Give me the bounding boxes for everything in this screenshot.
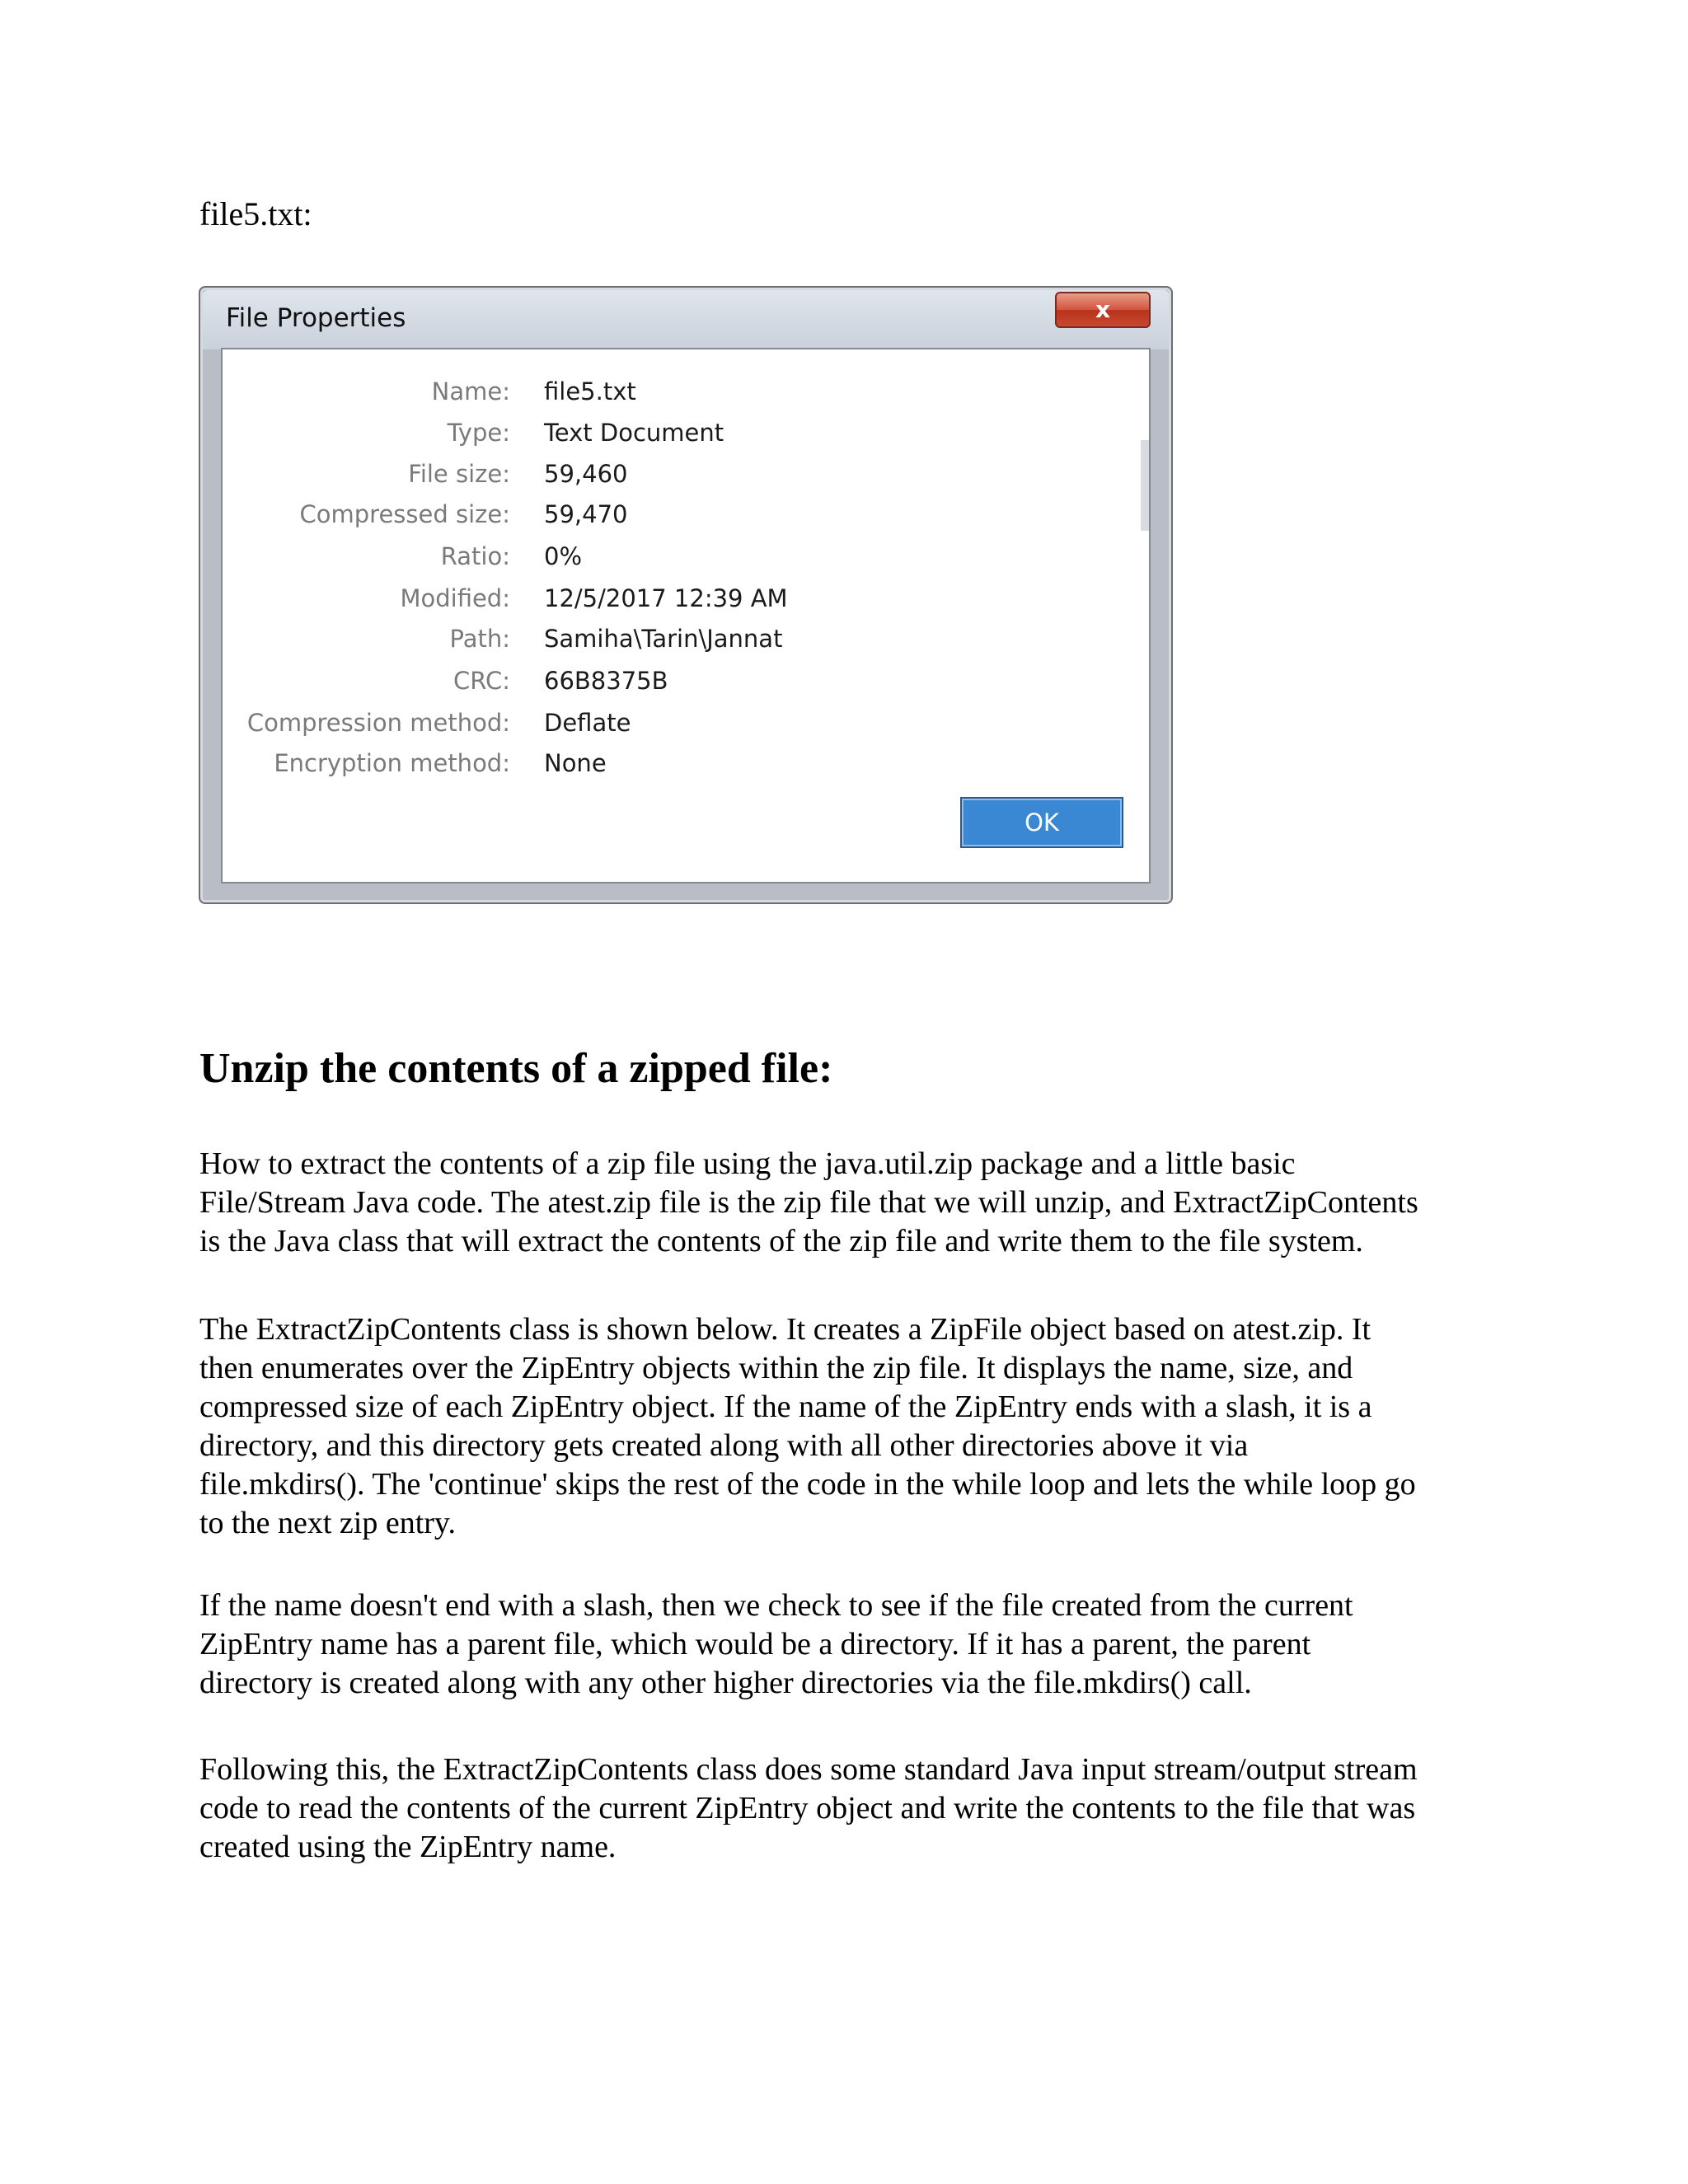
property-row-file-size	[223, 460, 1149, 496]
property-value: 66B8375B	[544, 667, 668, 695]
property-value: 12/5/2017 12:39 AM	[544, 584, 788, 612]
paragraph-intro	[199, 1145, 1490, 1261]
paragraph-parent-directory	[199, 1586, 1490, 1703]
property-label: Compression method:	[246, 709, 510, 737]
dialog-title-bar	[203, 290, 1169, 349]
property-value: Samiha\Tarin\Jannat	[544, 625, 783, 653]
paragraph-line: compressed size of each ZipEntry object. If the name of the ZipEntry ends with a slash, it is a	[199, 1390, 1372, 1424]
paragraph-line: to the next zip entry.	[199, 1506, 456, 1540]
paragraph-line: file.mkdirs(). The 'continue' skips the rest of the code in the while loop and lets the while loop go	[199, 1467, 1416, 1502]
paragraph-stream-copy	[199, 1750, 1490, 1867]
property-row-modified	[223, 584, 1149, 621]
property-row-name	[223, 377, 1149, 414]
paragraph-line: The ExtractZipContents class is shown below. It creates a ZipFile object based on atest.zip. It	[199, 1312, 1372, 1347]
dialog-title: File Properties	[226, 303, 406, 333]
close-icon: x	[1095, 296, 1111, 323]
section-heading: Unzip the contents of a zipped file:	[199, 1045, 833, 1092]
paragraph-line: directory, and this directory gets created along with all other directories above it via	[199, 1428, 1249, 1463]
property-label: Ratio:	[440, 542, 510, 570]
paragraph-line: Following this, the ExtractZipContents class does some standard Java input stream/output stream	[199, 1752, 1418, 1787]
file-caption: file5.txt:	[199, 195, 312, 232]
paragraph-line: created using the ZipEntry name.	[199, 1830, 617, 1864]
property-label: CRC:	[453, 667, 510, 695]
file-properties-dialog-screenshot	[199, 286, 1173, 904]
scrollbar[interactable]	[1141, 440, 1149, 531]
property-label: Path:	[449, 625, 510, 653]
property-row-ratio	[223, 542, 1149, 579]
property-label: Encryption method:	[274, 749, 510, 777]
property-label: Type:	[447, 419, 510, 447]
property-label: Name:	[431, 377, 510, 405]
property-label: Modified:	[400, 584, 510, 612]
property-label: Compressed size:	[299, 500, 510, 528]
paragraph-line: If the name doesn't end with a slash, then we check to see if the file created from the current	[199, 1588, 1353, 1623]
property-value: 59,470	[544, 500, 628, 528]
property-row-compression-method	[223, 709, 1149, 745]
dialog-content	[221, 348, 1151, 883]
close-button[interactable]	[1055, 292, 1151, 328]
property-row-path	[223, 625, 1149, 661]
paragraph-line: File/Stream Java code. The atest.zip file is the zip file that we will unzip, and ExtractZipContents	[199, 1185, 1418, 1220]
paragraph-line: code to read the contents of the current ZipEntry object and write the contents to the file that was	[199, 1791, 1416, 1825]
paragraph-class-description	[199, 1310, 1490, 1543]
property-row-type	[223, 419, 1149, 455]
property-label: File size:	[408, 460, 510, 488]
paragraph-line: ZipEntry name has a parent file, which would be a directory. If it has a parent, the parent	[199, 1627, 1311, 1661]
property-value: 59,460	[544, 460, 628, 488]
property-value: None	[544, 749, 607, 777]
property-value: Text Document	[544, 419, 724, 447]
property-row-encryption-method	[223, 749, 1149, 785]
property-row-crc	[223, 667, 1149, 703]
ok-button[interactable]: OK	[960, 797, 1123, 848]
paragraph-line: directory is created along with any other higher directories via the file.mkdirs() call.	[199, 1666, 1252, 1700]
property-value: 0%	[544, 542, 583, 570]
paragraph-line: then enumerates over the ZipEntry objects within the zip file. It displays the name, size, and	[199, 1351, 1353, 1385]
property-row-compressed-size	[223, 500, 1149, 537]
property-value: Deflate	[544, 709, 631, 737]
paragraph-line: is the Java class that will extract the contents of the zip file and write them to the file system.	[199, 1224, 1363, 1258]
paragraph-line: How to extract the contents of a zip file using the java.util.zip package and a little basic	[199, 1146, 1296, 1181]
property-value: file5.txt	[544, 377, 636, 405]
